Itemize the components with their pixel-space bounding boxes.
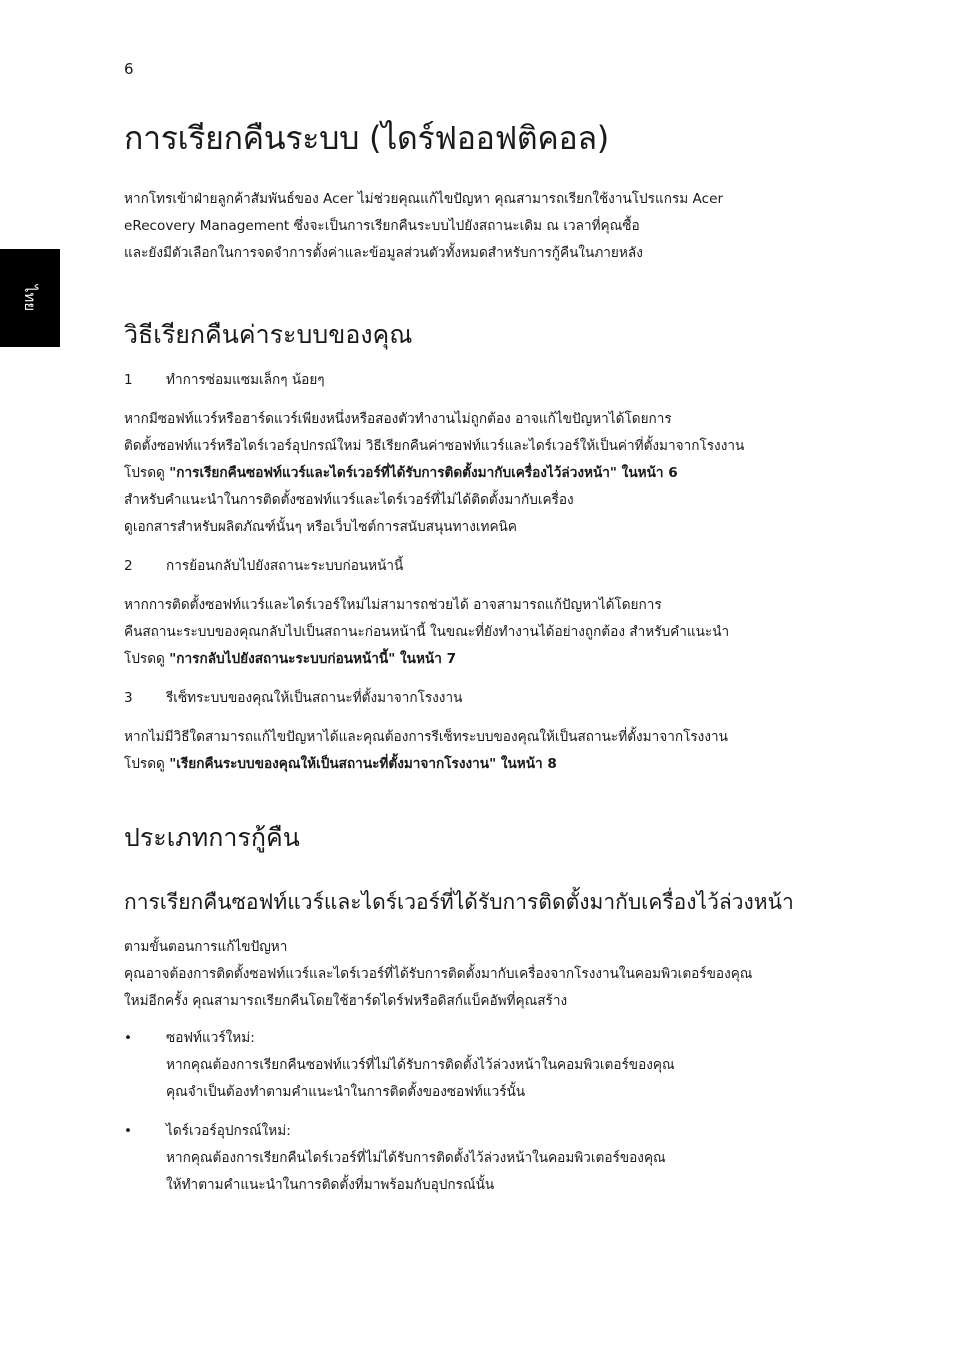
- page-title: การเรียกคืนระบบ (ไดร์ฟออฟติคอล): [124, 119, 609, 157]
- body-line: หากการติดตั้งซอฟท์แวร์และไดร์เวอร์ใหม่ไม่สามารถช่วยได้ อาจสามารถแก้ปัญหาได้โดยการ: [124, 597, 662, 614]
- body-line: ใหม่อีกครั้ง คุณสามารถเรียกคืนโดยใช้ฮาร์ดไดร์ฟหรือดิสก์แบ็คอัพที่คุณสร้าง: [124, 992, 568, 1009]
- section-heading-recovery-types: ประเภทการกู้คืน: [124, 823, 300, 853]
- step-number: 3: [124, 690, 133, 707]
- cross-reference-link[interactable]: "การกลับไปยังสถานะระบบก่อนหน้านี้" ในหน้า 7: [169, 651, 457, 668]
- step-2-heading: [124, 553, 824, 580]
- body-line: คุณอาจต้องการติดตั้งซอฟท์แวร์และไดร์เวอร์ที่ได้รับการติดตั้งมากับเครื่องจากโรงงานในคอมพิวเตอร์ของคุณ: [124, 965, 753, 982]
- step-label: ทำการซ่อมแซมเล็กๆ น้อยๆ: [166, 372, 325, 389]
- step-3-heading: [124, 685, 824, 712]
- intro-line: eRecovery Management ซึ่งจะเป็นการเรียกคืนระบบไปยังสถานะเดิม ณ เวลาที่คุณซื้อ: [124, 217, 640, 234]
- step-1-heading: [124, 367, 824, 394]
- step-label: การย้อนกลับไปยังสถานะระบบก่อนหน้านี้: [166, 558, 404, 575]
- bullet-title: ไดร์เวอร์อุปกรณ์ใหม่:: [166, 1122, 291, 1139]
- body-line: คุณจำเป็นต้องทำตามคำแนะนำในการติดตั้งของซอฟท์แวร์นั้น: [166, 1083, 526, 1100]
- bullet-item: [124, 1118, 824, 1199]
- step-1-body: [124, 406, 824, 541]
- body-line: สำหรับคำแนะนำในการติดตั้งซอฟท์แวร์และไดร์เวอร์ที่ไม่ได้ติดตั้งมากับเครื่อง: [124, 492, 574, 509]
- bullet-icon: •: [124, 1122, 133, 1139]
- subsection-body: [124, 934, 824, 1015]
- body-line: ดูเอกสารสำหรับผลิตภัณฑ์นั้นๆ หรือเว็บไซต์การสนับสนุนทางเทคนิค: [124, 519, 517, 536]
- body-line: หากไม่มีวิธีใดสามารถแก้ไขปัญหาได้และคุณต้องการรีเซ็ทระบบของคุณให้เป็นสถานะที่ตั้งมาจากโรงงาน: [124, 729, 728, 746]
- body-line: ตามขั้นตอนการแก้ไขปัญหา: [124, 938, 288, 955]
- body-line: ให้ทำตามคำแนะนำในการติดตั้งที่มาพร้อมกับอุปกรณ์นั้น: [166, 1176, 495, 1193]
- body-line: หากคุณต้องการเรียกคืนซอฟท์แวร์ที่ไม่ได้รับการติดตั้งไว้ล่วงหน้าในคอมพิวเตอร์ของคุณ: [166, 1056, 675, 1073]
- page-number: 6: [124, 60, 134, 78]
- cross-reference-link[interactable]: "การเรียกคืนซอฟท์แวร์และไดร์เวอร์ที่ได้รับการติดตั้งมากับเครื่องไว้ล่วงหน้า" ในหน้า 6: [169, 465, 678, 482]
- subsection-heading: การเรียกคืนซอฟท์แวร์และไดร์เวอร์ที่ได้รับการติดตั้งมากับเครื่องไว้ล่วงหน้า: [124, 889, 794, 914]
- step-2-body: [124, 592, 824, 673]
- language-side-tab: [0, 249, 60, 347]
- cross-reference-link[interactable]: "เรียกคืนระบบของคุณให้เป็นสถานะที่ตั้งมาจากโรงงาน" ในหน้า 8: [169, 756, 557, 773]
- intro-line: หากโทรเข้าฝ่ายลูกค้าสัมพันธ์ของ Acer ไม่ช่วยคุณแก้ไขปัญหา คุณสามารถเรียกใช้งานโปรแกรม Acer: [124, 190, 724, 207]
- page-content: [124, 118, 824, 1199]
- bullet-icon: •: [124, 1029, 133, 1046]
- step-number: 1: [124, 372, 133, 389]
- reference-prefix: โปรดดู: [124, 756, 170, 773]
- bullet-title: ซอฟท์แวร์ใหม่:: [166, 1029, 255, 1046]
- reference-line: [124, 646, 824, 673]
- bullet-content: [166, 1118, 666, 1199]
- step-3-body: [124, 724, 824, 778]
- reference-line: [124, 460, 824, 487]
- step-number: 2: [124, 558, 133, 575]
- reference-prefix: โปรดดู: [124, 465, 170, 482]
- intro-line: และยังมีตัวเลือกในการจดจำการตั้งค่าและข้อมูลส่วนตัวทั้งหมดสำหรับการกู้คืนในภายหลัง: [124, 244, 643, 261]
- step-label: รีเซ็ทระบบของคุณให้เป็นสถานะที่ตั้งมาจากโรงงาน: [166, 690, 463, 707]
- body-line: หากมีซอฟท์แวร์หรือฮาร์ดแวร์เพียงหนึ่งหรือสองตัวทำงานไม่ถูกต้อง อาจแก้ไขปัญหาได้โดยการ: [124, 411, 672, 428]
- language-tab-label: ไทย: [20, 284, 39, 312]
- intro-paragraph: [124, 186, 824, 267]
- body-line: หากคุณต้องการเรียกคืนไดร์เวอร์ที่ไม่ได้รับการติดตั้งไว้ล่วงหน้าในคอมพิวเตอร์ของคุณ: [166, 1149, 666, 1166]
- bullet-content: [166, 1025, 675, 1106]
- reference-line: [124, 751, 824, 778]
- body-line: ติดตั้งซอฟท์แวร์หรือไดร์เวอร์อุปกรณ์ใหม่ วิธีเรียกคืนค่าซอฟท์แวร์และไดร์เวอร์ให้เป็นค่าที่ตั้งมาจากโรงงาน: [124, 438, 745, 455]
- bullet-item: [124, 1025, 824, 1106]
- section-heading-restore-methods: วิธีเรียกคืนค่าระบบของคุณ: [124, 319, 413, 349]
- body-line: คืนสถานะระบบของคุณกลับไปเป็นสถานะก่อนหน้านี้ ในขณะที่ยังทำงานได้อย่างถูกต้อง สำหรับคำแนะนำ: [124, 624, 730, 641]
- reference-prefix: โปรดดู: [124, 651, 170, 668]
